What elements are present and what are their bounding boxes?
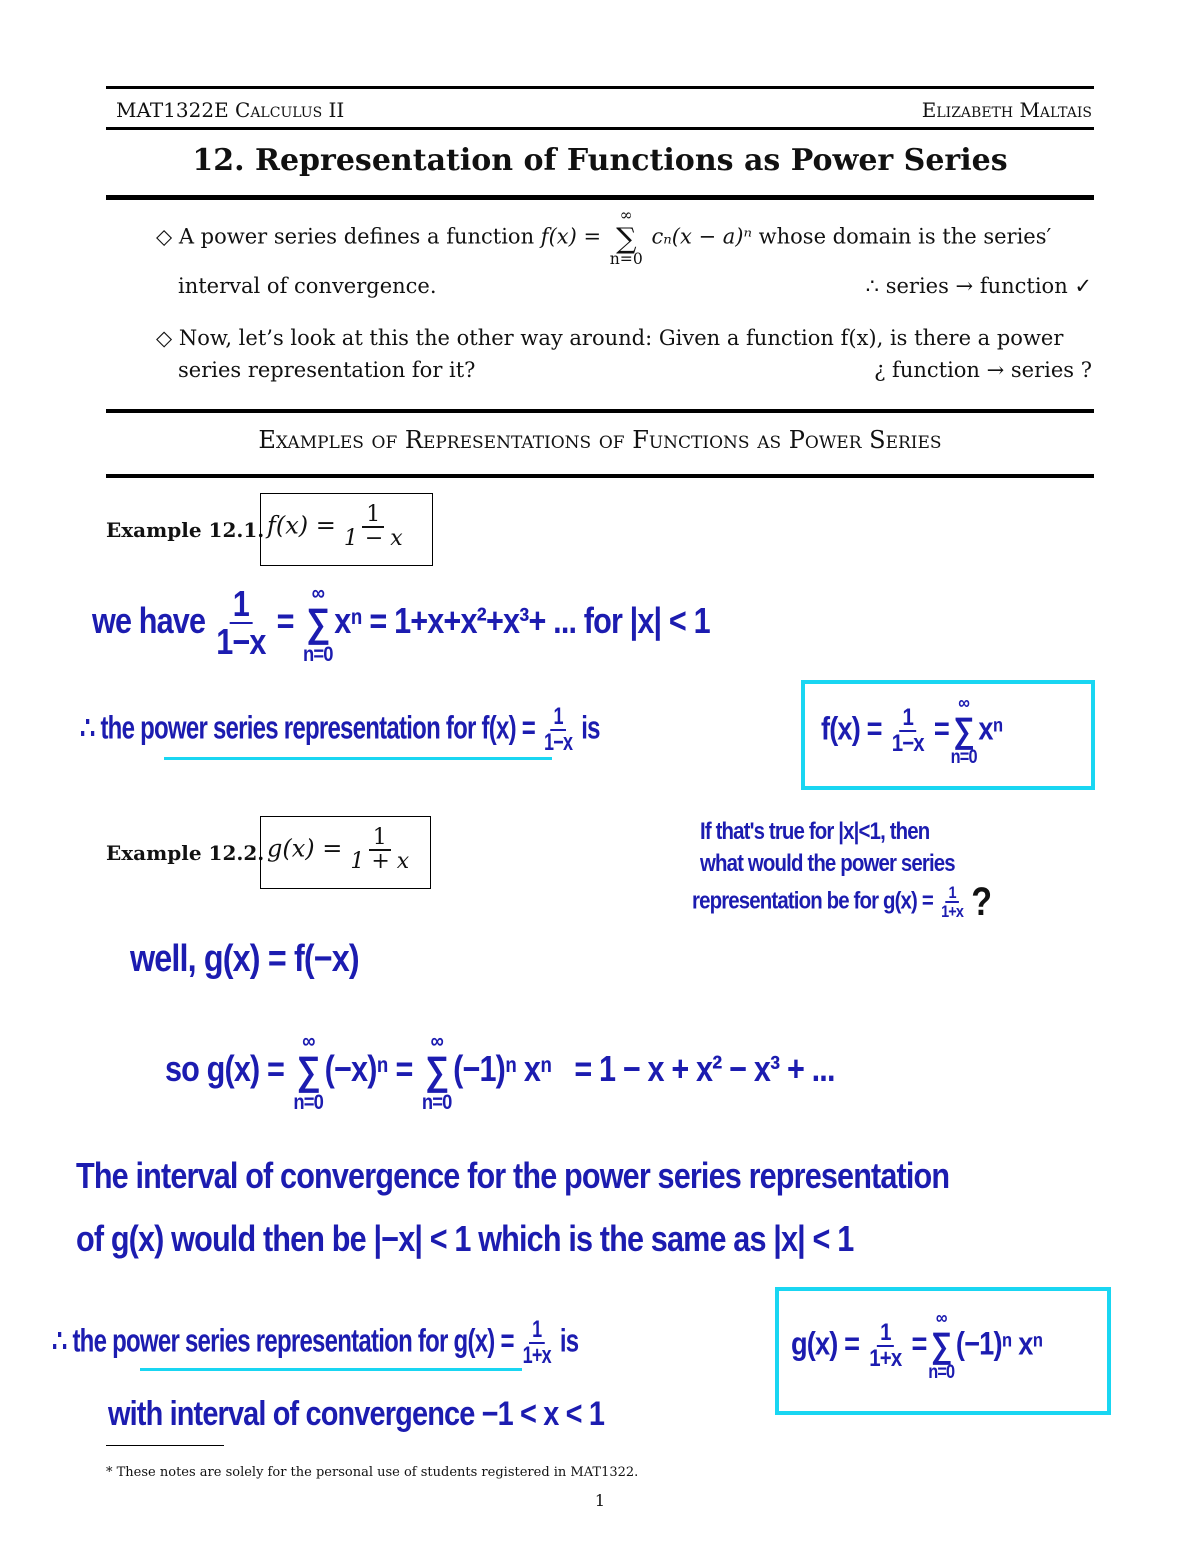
sigma-icon: ∑ [425,1048,449,1093]
handwritten-line-1: we have $\frac{1}{1-x}$ = ∞ ∑ n=0 xⁿ = 1+x+x²+x³+ ... for |x| < 1 [92,580,710,667]
handwritten-line-3: well, g(x) = f(−x) [130,938,359,980]
handwritten-line-2: ∴ the power series representation for f(x) = $\frac{1}{1-x}$ is [80,703,600,756]
bullet-1: ◇ A power series defines a function f(x) = ∞ ∑ n=0 cₙ(x − a)ⁿ whose domain is the series′ [156,206,1052,269]
footnote: * These notes are solely for the personal use of students registered in MAT1322. [106,1465,639,1480]
handwritten-line-8: with interval of convergence −1 < x < 1 [108,1395,605,1433]
bullet-1-line2: interval of convergence. [178,274,437,298]
example-2-label: Example 12.2. [106,841,265,865]
highlight-underline-1 [164,757,552,760]
header-rule-top [106,86,1094,89]
author: Elizabeth Maltais [921,98,1092,122]
example-1-label: Example 12.1. [106,518,265,542]
handwritten-line-4: so g(x) = ∞ ∑ n=0 (−x)ⁿ = ∞ ∑ n=0 (−1)ⁿ xⁿ = 1 − x + x² − x³ + ... [165,1028,835,1115]
diamond-icon: ◇ [156,326,179,350]
handwritten-line-5: The interval of convergence for the power series representation [76,1155,950,1196]
course-title: MAT1322E Calculus II [116,98,345,122]
question-line-2: what would the power series [700,850,955,877]
bullet-2-note: ¿ function → series ? [874,358,1092,382]
page-title: 12. Representation of Functions as Power Series [192,143,1008,178]
page-number: 1 [594,1491,606,1510]
bullet-1-note: ∴ series → function ✓ [865,274,1092,298]
sigma-icon: ∑ [306,600,330,645]
sigma-icon: ∑ [296,1048,320,1093]
question-mark: ? [971,880,992,924]
example-2-formula: g(x) = $\frac{1}{1 + x}$ [260,816,431,889]
question-line-3: representation be for g(x) = $\frac{1}{1+x}$ ? [692,880,992,924]
section-heading: Examples of Representations of Functions as Power Series [258,426,942,454]
bullet-2: ◇ Now, let’s look at this the other way around: Given a function f(x), is there a power [156,326,1064,350]
diamond-icon: ◇ [156,224,179,249]
handwritten-line-6: of g(x) would then be |−x| < 1 which is the same as |x| < 1 [76,1218,854,1259]
box-2-formula: g(x) = $\frac{1}{1+x}$ = ∞ ∑ n=0 (−1)ⁿ xⁿ [791,1308,1043,1384]
highlight-box-1 [801,680,1095,790]
section-rule-bottom [106,474,1094,478]
box-1-formula: f(x) = $\frac{1}{1-x}$ = ∞ ∑ n=0 xⁿ [821,693,1003,769]
section-rule-top [106,409,1094,413]
sigma-icon: ∑ [953,711,974,751]
summation: ∞ ∑ n=0 [609,206,643,269]
sigma-icon: ∑ [930,1326,952,1366]
highlight-underline-2 [140,1368,522,1371]
question-line-1: If that's true for |x|<1, then [700,818,930,845]
title-rule [106,195,1094,200]
footnote-rule [106,1445,224,1446]
highlight-box-2 [775,1287,1111,1415]
header-rule-bottom [106,127,1094,130]
example-1-formula: f(x) = $\frac{1}{1 - x}$ [260,493,433,566]
bullet-2-line2: series representation for it? [178,358,476,382]
handwritten-line-7: ∴ the power series representation for g(x) = $\frac{1}{1+x}$ is [52,1316,579,1369]
sigma-icon: ∑ [616,220,637,255]
